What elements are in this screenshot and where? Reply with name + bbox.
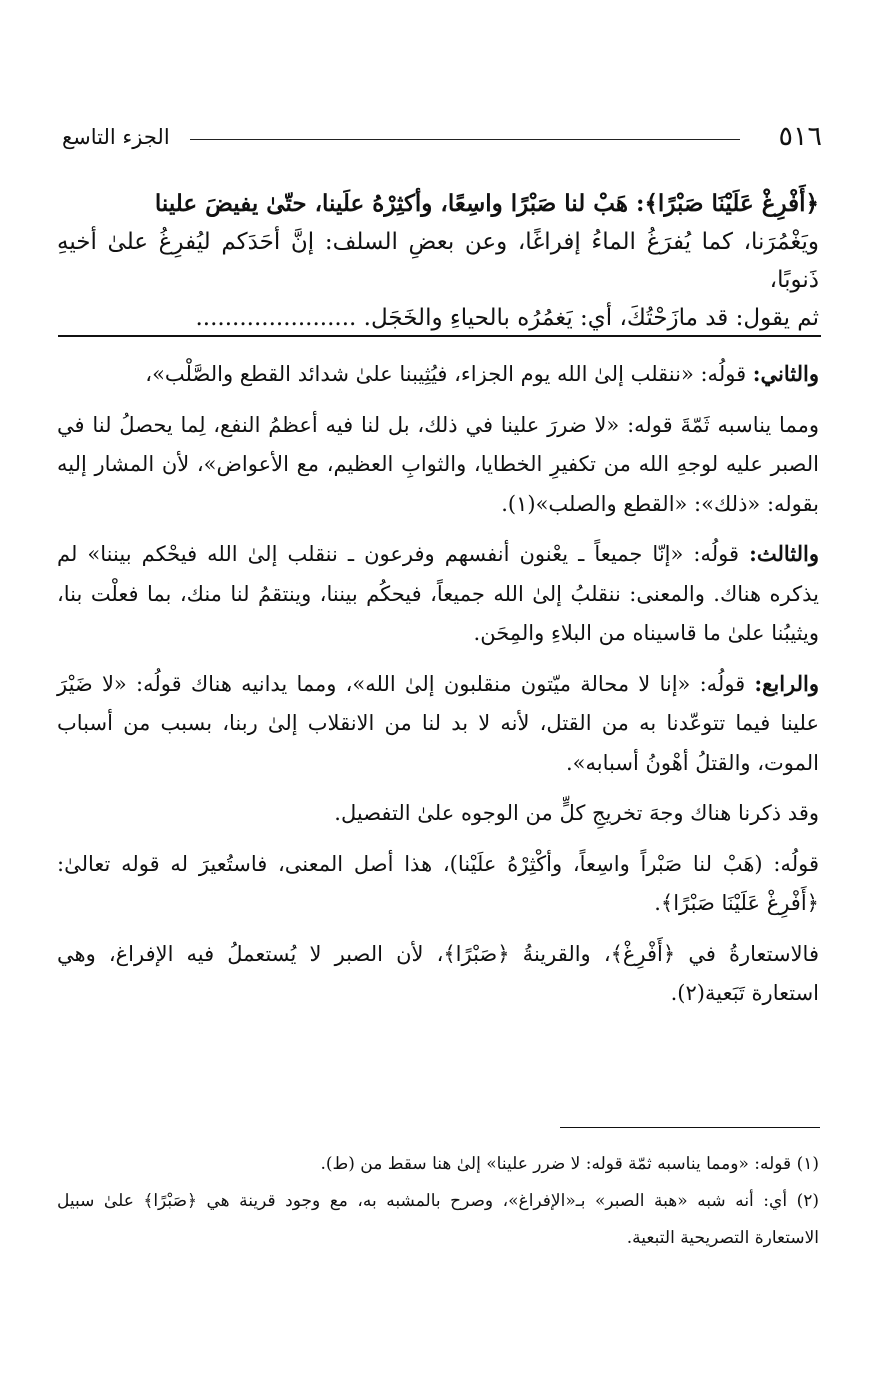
paragraph-lead: والثاني:: [752, 361, 819, 386]
footnotes: [57, 1146, 819, 1257]
paragraph-text: فالاستعارةُ في ﴿أَفْرِغْ﴾، والقرينةُ ﴿صَبْرًا﴾، لأن الصبر لا يُستعملُ فيه الإفراغ، وهي استعارة تَبَعية(٢).: [57, 941, 819, 1005]
paragraph: [57, 405, 819, 525]
paragraph-text: قولُه: «إنا لا محالة ميّتون منقلبون إلىٰ الله»، ومما يدانيه هناك قولُه: «لا ضَيْرَ علينا فيما تتوعّدنا به من القتل، لأنه لا بد لنا من الانقلاب إلىٰ ربنا، بسبب من أسباب الموت، والقتلُ أهْونُ أسبابه».: [57, 671, 819, 775]
paragraph: [57, 534, 819, 654]
paragraph: [57, 793, 819, 834]
main-text: [57, 354, 819, 1024]
header-rule: [190, 139, 740, 140]
footnote: (٢) أي: أنه شبه «هبة الصبر» بـ«الإفراغ»، وصرح بالمشبه به، مع وجود قرينة هي ﴿صَبْرًا﴾ علىٰ سبيل الاستعارة التصريحية التبعية.: [57, 1191, 819, 1248]
paragraph: [57, 934, 819, 1014]
paragraph-lead: والثالث:: [749, 541, 819, 566]
section-divider: [58, 335, 821, 337]
quoted-commentary-block: [57, 185, 819, 337]
paragraph-text: ومما يناسبه ثَمّةَ قوله: «لا ضررَ علينا في ذلك، بل لنا فيه أعظمُ النفع، لِما يحصلُ لنا في الصبر عليه لوجهِ الله من تكفيرِ الخطايا، والثوابِ العظيم، مع الأعواض»، لأن المشار إليه بقوله: «ذلك»: «القطع والصلب»(١).: [57, 412, 819, 516]
top-line: ثم يقول: قد مازَحْتُكَ، أي: يَغمُرُه بالحياءِ والخَجَل. ......................: [195, 305, 819, 331]
paragraph: [57, 664, 819, 784]
top-line: ويَغْمُرَنا، كما يُفرَغُ الماءُ إفراغًا، وعن بعضِ السلف: إنَّ أحَدَكم ليُفرِغُ علىٰ أخيهِ ذَنوبًا،: [57, 229, 819, 293]
paragraph-text: قولُه: (هَبْ لنا صَبْراً واسِعاً، وأكْثِرْهُ علَيْنا)، هذا أصل المعنى، فاستُعيرَ له قوله تعالىٰ: ﴿أَفْرِغْ عَلَيْنَا صَبْرًا﴾.: [57, 851, 819, 915]
footnote: (١) قوله: «ومما يناسبه ثمّة قوله: لا ضرر علينا» إلىٰ هنا سقط من (ط).: [320, 1154, 819, 1174]
paragraph: [57, 844, 819, 924]
paragraph-text: قولُه: «ننقلب إلىٰ الله يوم الجزاء، فيُثِيبنا علىٰ شدائد القطع والصَّلْب»،: [145, 362, 753, 386]
page-number: ٥١٦: [778, 121, 822, 152]
footnote-divider: [560, 1127, 820, 1128]
top-line: ﴿أَفْرِغْ عَلَيْنَا صَبْرًا﴾: هَبْ لنا صَبْرًا واسِعًا، وأكثِرْهُ علَينا، حتّىٰ يفيضَ علينا: [154, 190, 819, 217]
page-header: [62, 117, 822, 157]
paragraph-lead: والرابع:: [754, 670, 819, 696]
paragraph-text: قولُه: «إنّا جميعاً ـ يعْنون أنفسهم وفرعون ـ ننقلب إلىٰ الله فيحْكم بيننا» لم يذكره هناك. والمعنى: ننقلبُ إلىٰ الله جميعاً، فيحكُم بيننا، وينتقمُ لنا منك، بما فعلْت بنا، ويثيبُنا علىٰ ما قاسيناه من البلاءِ والمِحَن.: [57, 542, 819, 645]
paragraph: [57, 354, 819, 395]
running-title: الجزء التاسع: [62, 125, 170, 149]
paragraph-text: وقد ذكرنا هناك وجهَ تخريجِ كلٍّ من الوجوه علىٰ التفصيل.: [334, 801, 819, 825]
